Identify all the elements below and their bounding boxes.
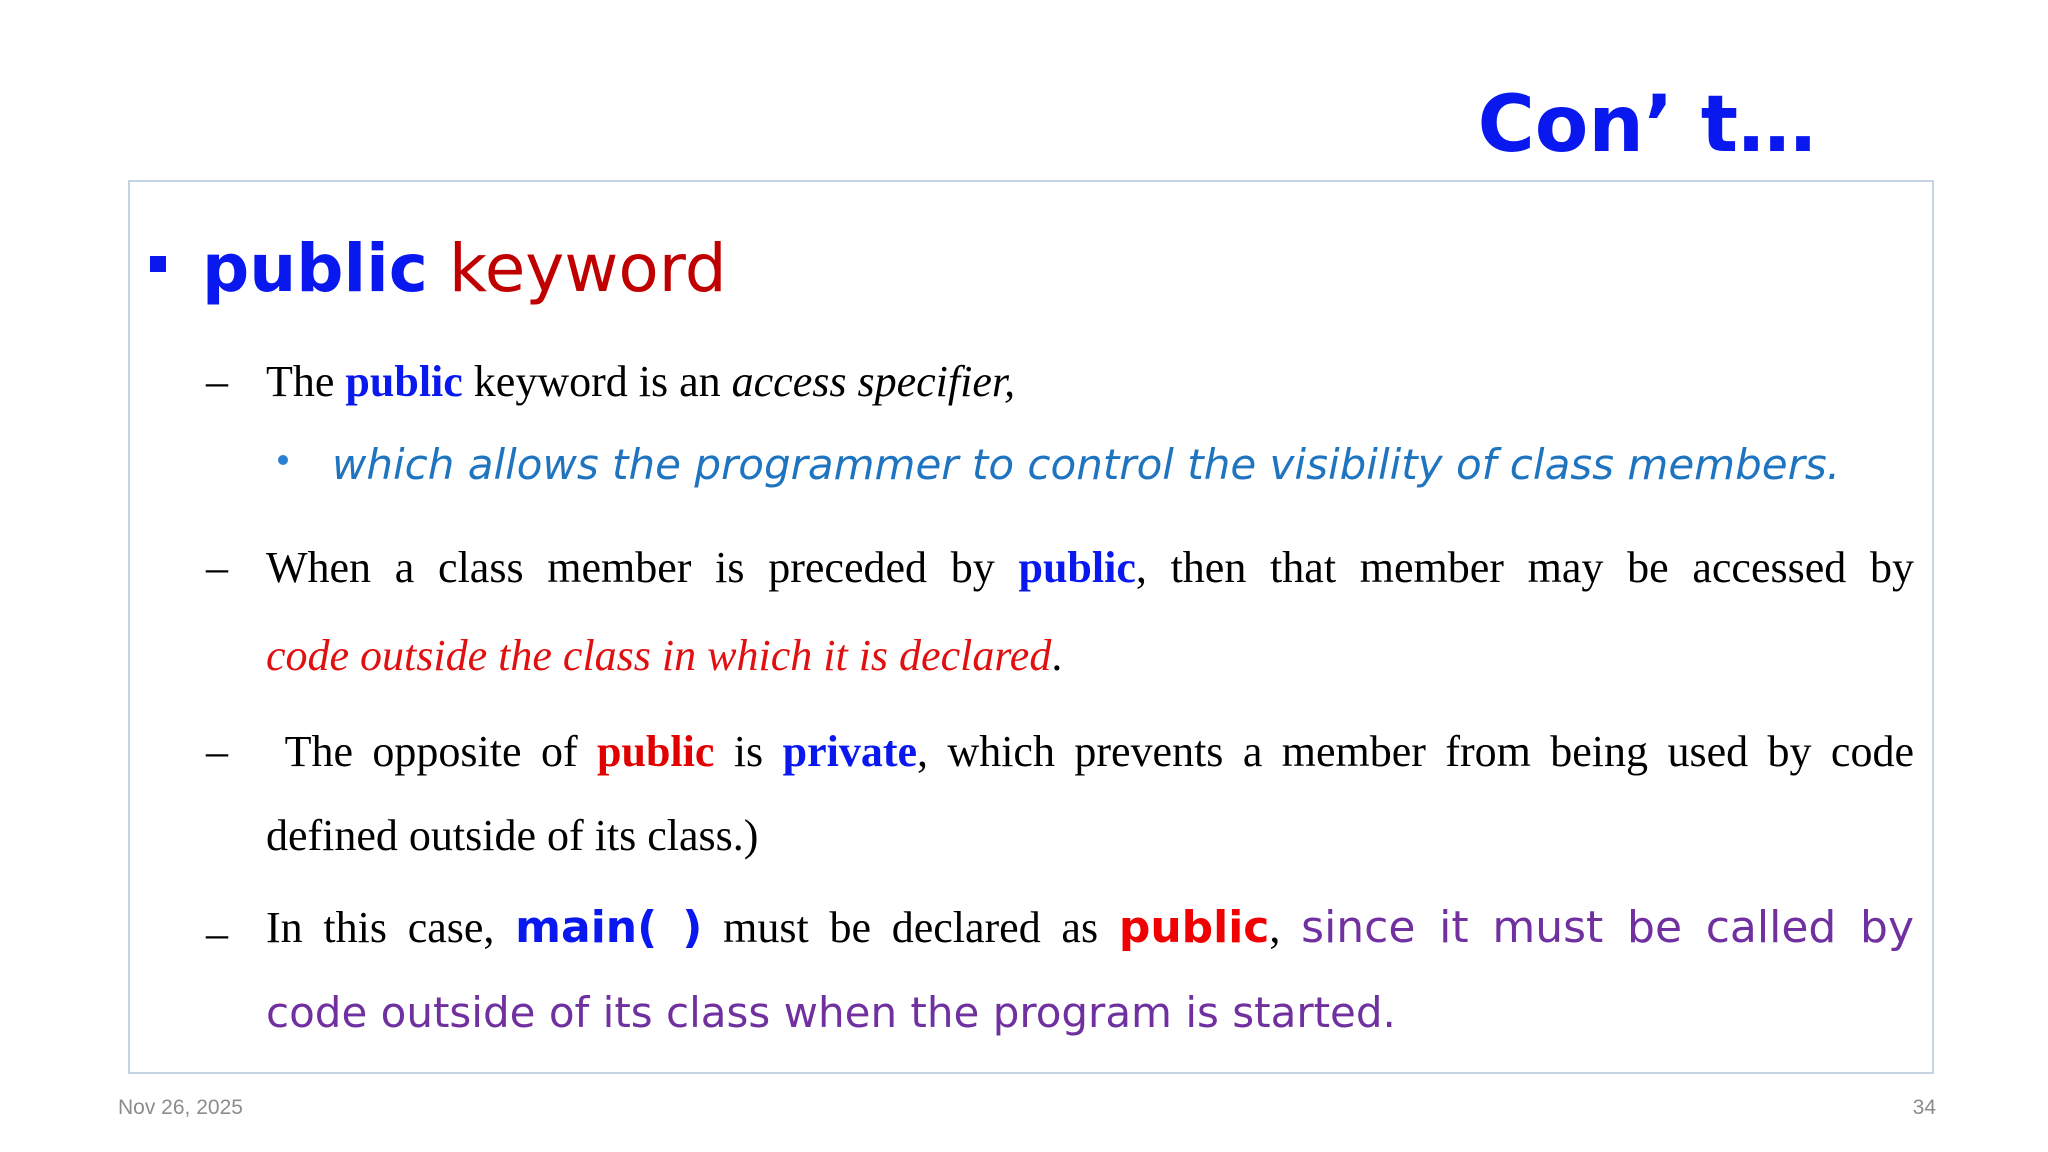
bullet-heading [150, 230, 727, 307]
dash-bullet-1: – [206, 357, 228, 406]
dash-bullet-4: – [206, 909, 228, 958]
keyword-public: public [1018, 543, 1136, 592]
line-4-continued: code outside of its class when the program is started. [266, 988, 1396, 1037]
keyword-public: public [345, 357, 463, 406]
dash-bullet-2: – [206, 543, 228, 592]
slide-title: Con’ t… [1477, 80, 1816, 170]
heading-text [202, 230, 727, 307]
footer-date: Nov 26, 2025 [118, 1096, 243, 1119]
heading-rest: keyword [427, 230, 727, 307]
access-specifier-text: access specifier, [731, 357, 1016, 406]
keyword-public: public [597, 727, 715, 776]
keyword-public: public [1118, 902, 1270, 953]
sub-bullet-text: which allows the programmer to control the visibility of class members. [332, 440, 1841, 489]
line-3: The opposite of public is private, which prevents a member from being used by code [266, 727, 1914, 776]
line-4: In this case, main( ) must be declared as public, since it must be called by [266, 902, 1915, 953]
square-bullet-icon [150, 256, 166, 272]
purple-text: since it must be called by [1301, 902, 1915, 953]
page-number: 34 [1912, 1096, 1936, 1119]
line-3-continued: defined outside of its class.) [266, 811, 759, 860]
line-1: The public keyword is an access specifier, [266, 357, 1016, 406]
red-italic-text: code outside the class in which it is declared [266, 631, 1052, 680]
round-bullet-icon [278, 455, 288, 465]
dash-bullet-3: – [206, 727, 228, 776]
keyword-main: main( ) [515, 902, 703, 953]
keyword-private: private [782, 727, 917, 776]
line-2: When a class member is preceded by public, then that member may be accessed by [266, 543, 1914, 592]
heading-keyword: public [202, 230, 428, 307]
line-2-continued: code outside the class in which it is declared. [266, 631, 1063, 680]
